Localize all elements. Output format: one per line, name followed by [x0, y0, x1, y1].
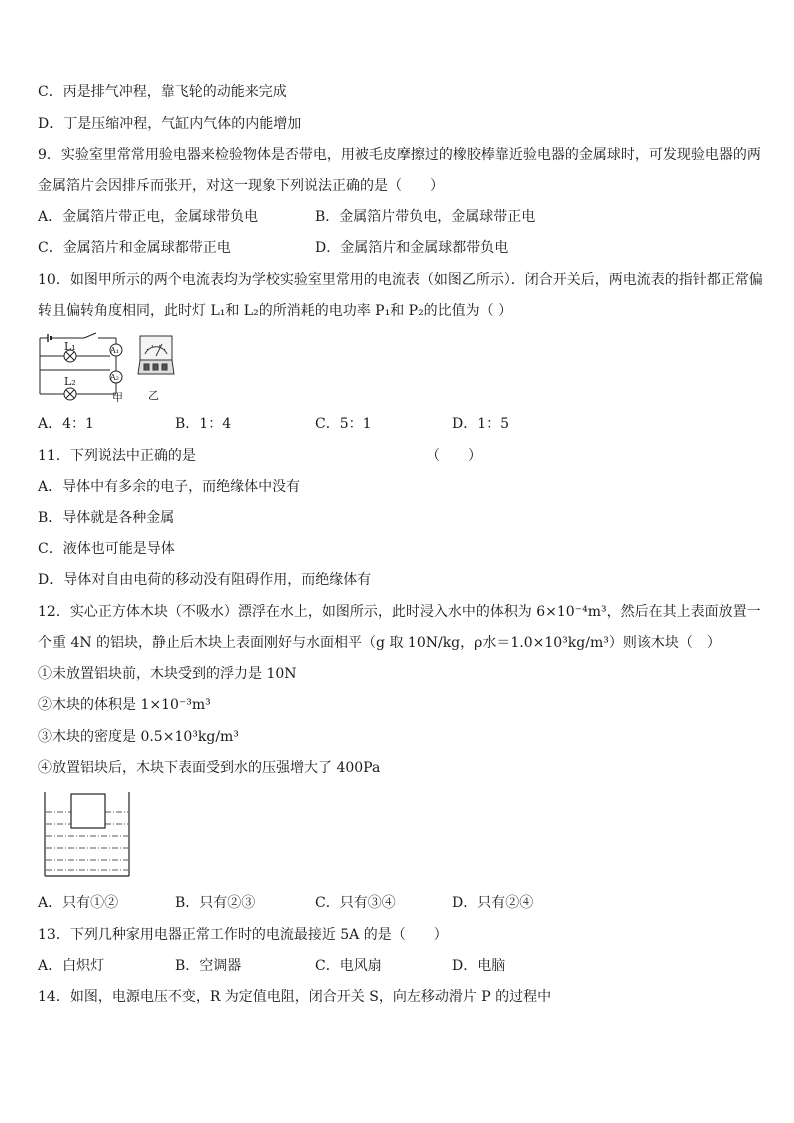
circuit-diagram-jia — [36, 330, 126, 404]
q11-answer-paren: （ ） — [426, 448, 482, 464]
q12-option-a: A．只有①② — [38, 895, 119, 911]
q9-stem-line1: 9．实验室里常常用验电器来检验物体是否带电，用被毛皮摩擦过的橡胶棒靠近验电器的金属球时，可发现验电器的两 — [38, 147, 761, 163]
container-svg — [42, 790, 132, 880]
q12-stem-line1: 12．实心正方体木块（不吸水）漂浮在水上，如图所示，此时浸入水中的体积为 6×10⁻⁴m³，然后在其上表面放置一 — [38, 604, 761, 620]
label-jia: 甲 — [112, 391, 123, 404]
q8-option-c: C．丙是排气冲程，靠飞轮的动能来完成 — [38, 84, 287, 100]
q13-stem: 13．下列几种家用电器正常工作时的电流最接近 5A 的是（ ） — [38, 927, 448, 943]
label-yi: 乙 — [148, 389, 159, 402]
q8-option-d: D．丁是压缩冲程，气缸内气体的内能增加 — [38, 116, 302, 132]
q10-stem-line2: 转且偏转角度相同，此时灯 L₁和 L₂的所消耗的电功率 P₁和 P₂的比值为（ ） — [38, 303, 513, 319]
label-a1: A₁ — [110, 346, 119, 355]
q13-option-c: C．电风扇 — [315, 958, 382, 974]
q12-option-c: C．只有③④ — [315, 895, 396, 911]
q14-stem: 14．如图，电源电压不变，R 为定值电阻，闭合开关 S，向左移动滑片 P 的过程中 — [38, 989, 552, 1005]
ammeter-svg — [136, 332, 176, 388]
q12-statement-3: ③木块的密度是 0.5×10³kg/m³ — [38, 729, 239, 745]
q11-option-b: B．导体就是各种金属 — [38, 510, 175, 526]
q10-stem-line1: 10．如图甲所示的两个电流表均为学校实验室里常用的电流表（如图乙所示）．闭合开关后，两电流表的指针都正常偏 — [38, 272, 763, 288]
q12-statement-1: ①未放置铝块前，木块受到的浮力是 10N — [38, 666, 297, 682]
q12-statement-2: ②木块的体积是 1×10⁻³m³ — [38, 697, 211, 713]
floating-block-figure — [42, 790, 132, 880]
q12-option-d: D．只有②④ — [452, 895, 534, 911]
q12-statement-4: ④放置铝块后，木块下表面受到水的压强增大了 400Pa — [38, 760, 381, 776]
q10-option-d: D．1：5 — [452, 416, 510, 432]
q11-option-d: D．导体对自由电荷的移动没有阻碍作用，而绝缘体有 — [38, 572, 372, 588]
q13-option-d: D．电脑 — [452, 958, 506, 974]
q10-option-a: A．4：1 — [38, 416, 94, 432]
q10-option-c: C．5：1 — [315, 416, 372, 432]
q11-stem: 11．下列说法中正确的是 — [38, 448, 196, 464]
q11-option-a: A．导体中有多余的电子，而绝缘体中没有 — [38, 479, 301, 495]
q10-option-b: B．1：4 — [175, 416, 232, 432]
label-l1: L₁ — [64, 340, 76, 353]
q9-option-d: D．金属箔片和金属球都带负电 — [315, 240, 509, 256]
q13-option-a: A．白炽灯 — [38, 958, 105, 974]
q9-option-b: B．金属箔片带负电，金属球带正电 — [315, 209, 536, 225]
label-l2: L₂ — [64, 375, 76, 388]
q13-option-b: B．空调器 — [175, 958, 242, 974]
q9-option-c: C．金属箔片和金属球都带正电 — [38, 240, 231, 256]
q11-option-c: C．液体也可能是导体 — [38, 541, 175, 557]
q9-option-a: A．金属箔片带正电，金属球带负电 — [38, 209, 259, 225]
label-a2: A₂ — [110, 373, 119, 382]
ammeter-figure-yi — [136, 332, 176, 404]
q9-stem-line2: 金属箔片会因排斥而张开，对这一现象下列说法正确的是（ ） — [38, 178, 444, 194]
q12-option-b: B．只有②③ — [175, 895, 256, 911]
q12-stem-line2: 个重 4N 的铝块，静止后木块上表面刚好与水面相平（g 取 10N/kg，ρ水＝1.0×10³kg/m³）则该木块（ ） — [38, 635, 721, 651]
